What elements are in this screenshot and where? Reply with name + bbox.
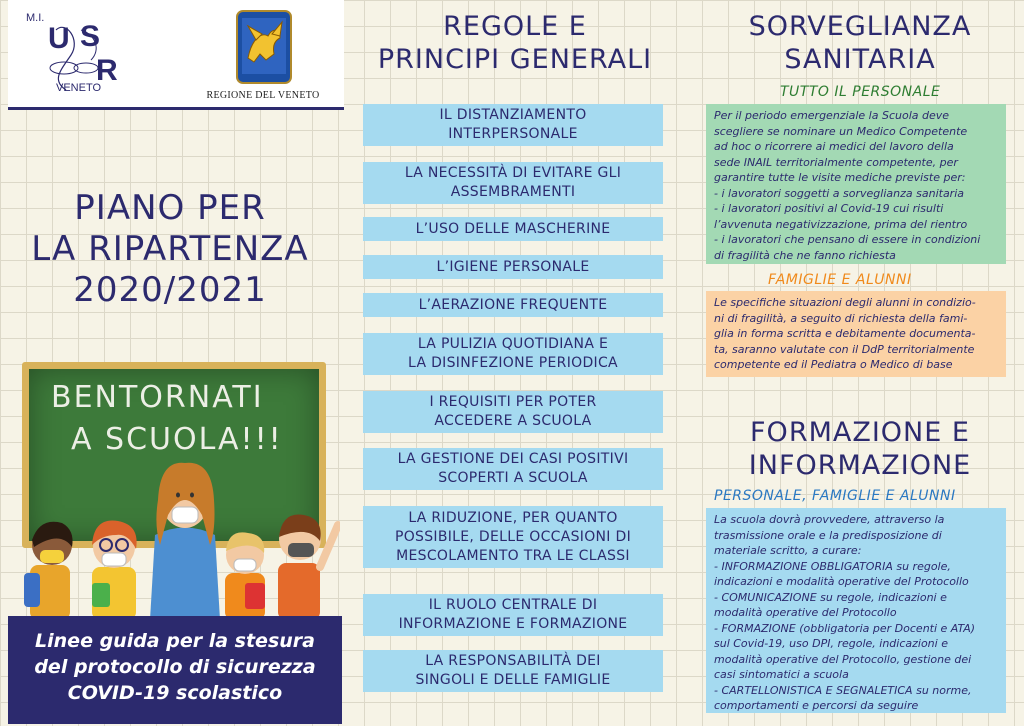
info-line: Per il periodo emergenziale la Scuola deve <box>714 109 950 122</box>
famiglie-info-box <box>706 291 1006 377</box>
rule-line: SINGOLI E DELLE FAMIGLIE <box>415 672 611 688</box>
rule-line: IL DISTANZIAMENTO <box>439 107 587 123</box>
main-title-line: PIANO PER <box>74 188 266 228</box>
rule-item <box>363 104 663 146</box>
formazione-heading-line: FORMAZIONE E <box>750 417 970 448</box>
info-line: - INFORMAZIONE OBBLIGATORIA su regole, <box>714 559 951 573</box>
logo-s-letter: S <box>80 20 101 53</box>
rule-item <box>363 255 663 279</box>
info-line: Le specifiche situazioni degli alunni in condizio- <box>714 296 976 309</box>
info-line: garantire tutte le visite mediche previste per: <box>714 171 966 184</box>
rule-line: SCOPERTI A SCUOLA <box>438 470 588 486</box>
rule-item <box>363 293 663 317</box>
guidelines-line: COVID-19 scolastico <box>67 682 283 704</box>
sorveglianza-heading <box>700 10 1020 76</box>
info-line: casi sintomatici a scuola <box>714 668 849 681</box>
rule-line: LA NECESSITÀ DI EVITARE GLI <box>404 165 622 181</box>
info-line: - i lavoratori soggetti a sorveglianza sanitaria <box>714 186 964 200</box>
formazione-info-box <box>706 508 1006 713</box>
rule-line: ACCEDERE A SCUOLA <box>434 413 592 429</box>
info-line: ad hoc o ricorrere ai medici del lavoro della <box>714 140 954 153</box>
logo-mi-text: M.I. <box>26 12 45 24</box>
guidelines-line: Linee guida per la stesura <box>35 630 315 652</box>
rule-line: LA RIDUZIONE, PER QUANTO <box>408 509 618 526</box>
info-line: ta, saranno valutate con il DdP territorialmente <box>714 342 975 356</box>
main-title-line: LA RIPARTENZA <box>31 229 309 269</box>
child-figure <box>278 514 338 620</box>
sorveglianza-heading-line: SANITARIA <box>784 44 936 75</box>
info-line: modalità operative del Protocollo <box>714 606 897 619</box>
info-line: - COMUNICAZIONE su regole, indicazioni e <box>714 590 947 604</box>
rule-line: ASSEMBRAMENTI <box>450 184 576 200</box>
chalkboard-line: A SCUOLA!!! <box>71 422 283 457</box>
regione-veneto-logo <box>198 10 328 105</box>
lion-crest-icon <box>236 10 292 84</box>
main-title-line: 2020/2021 <box>73 270 267 310</box>
main-title <box>20 188 320 311</box>
info-line: sede INAIL territorialmente competente, per <box>714 155 958 169</box>
info-line: materiale scritto, a curare: <box>714 544 862 557</box>
chalkboard-text <box>29 377 319 461</box>
rule-line: IL RUOLO CENTRALE DI <box>428 597 598 613</box>
info-line: ni di fragilità, a seguito di richiesta della fami- <box>714 311 968 325</box>
rule-item <box>363 448 663 490</box>
info-line: sul Covid-19, uso DPI, regole, indicazioni e <box>714 637 948 650</box>
info-line: - CARTELLONISTICA E SEGNALETICA su norme, <box>714 683 972 697</box>
guidelines-line: del protocollo di sicurezza <box>34 656 316 678</box>
info-line: di fragilità che ne fanno richiesta <box>714 248 896 262</box>
rule-line: I REQUISITI PER POTER <box>429 394 597 410</box>
rule-line: MESCOLAMENTO TRA LE CLASSI <box>396 547 630 564</box>
usr-veneto-logo <box>26 10 126 100</box>
rule-line: LA PULIZIA QUOTIDIANA E <box>417 336 609 352</box>
child-figure <box>92 521 137 621</box>
guidelines-banner <box>8 616 342 724</box>
info-line: modalità operative del Protocollo, gestione dei <box>714 652 972 666</box>
info-line: glia in forma scritta e debitamente documenta- <box>714 327 976 340</box>
info-line: l’avvenuta negativizzazione, prima del rientro <box>714 217 968 231</box>
rule-line: INFORMAZIONE E FORMAZIONE <box>398 616 628 632</box>
rule-line: POSSIBILE, DELLE OCCASIONI DI <box>394 528 631 545</box>
rule-item <box>363 506 663 568</box>
logo-u-letter: U <box>48 22 70 55</box>
rule-item <box>363 594 663 636</box>
info-line: - FORMAZIONE (obbligatoria per Docenti e ATA) <box>714 621 976 635</box>
personale-label: TUTTO IL PERSONALE <box>780 84 941 100</box>
rule-line: LA DISINFEZIONE PERIODICA <box>408 355 618 371</box>
rule-item <box>363 162 663 204</box>
info-line: competente ed il Pediatra o Medico di base <box>714 358 953 371</box>
logo-veneto-text: VENETO <box>56 82 102 94</box>
rule-item <box>363 333 663 375</box>
formazione-heading <box>700 416 1020 482</box>
logos-panel <box>8 0 344 110</box>
teacher-figure <box>150 463 220 620</box>
formazione-heading-line: INFORMAZIONE <box>748 450 972 481</box>
rule-line: LA RESPONSABILITÀ DEI <box>425 653 601 669</box>
rule-line: L’USO DELLE MASCHERINE <box>415 220 611 237</box>
rule-item <box>363 217 663 241</box>
famiglie-label: FAMIGLIE E ALUNNI <box>768 272 912 288</box>
child-figure <box>24 522 73 620</box>
rules-heading <box>350 10 680 76</box>
formazione-label: PERSONALE, FAMIGLIE E ALUNNI <box>714 488 956 504</box>
info-line: scegliere se nominare un Medico Competente <box>714 124 968 138</box>
rule-line: INTERPERSONALE <box>448 126 578 142</box>
rule-line: LA GESTIONE DEI CASI POSITIVI <box>397 451 629 467</box>
sorveglianza-heading-line: SORVEGLIANZA <box>748 11 972 42</box>
info-line: indicazioni e modalità operative del Protocollo <box>714 575 969 588</box>
rule-line: L’IGIENE PERSONALE <box>436 258 590 275</box>
child-figure <box>225 532 265 620</box>
info-line: La scuola dovrà provvedere, attraverso la <box>714 513 945 526</box>
info-line: - i lavoratori positivi al Covid-19 cui risulti <box>714 202 944 215</box>
rules-heading-line: PRINCIPI GENERALI <box>377 44 653 75</box>
info-line: - i lavoratori che pensano di essere in condizioni <box>714 233 981 246</box>
rule-item <box>363 650 663 692</box>
regione-caption: REGIONE DEL VENETO <box>206 90 320 101</box>
rule-line: L’AERAZIONE FREQUENTE <box>418 296 608 313</box>
info-line: trasmissione orale e la predisposizione di <box>714 528 942 542</box>
chalkboard-line: BENTORNATI <box>51 380 264 415</box>
personale-info-box <box>706 104 1006 264</box>
children-teacher-illustration <box>20 455 340 620</box>
rule-item <box>363 391 663 433</box>
rules-heading-line: REGOLE E <box>443 11 587 42</box>
info-line: comportamenti e percorsi da seguire <box>714 699 919 712</box>
logo-r-letter: R <box>96 54 118 87</box>
